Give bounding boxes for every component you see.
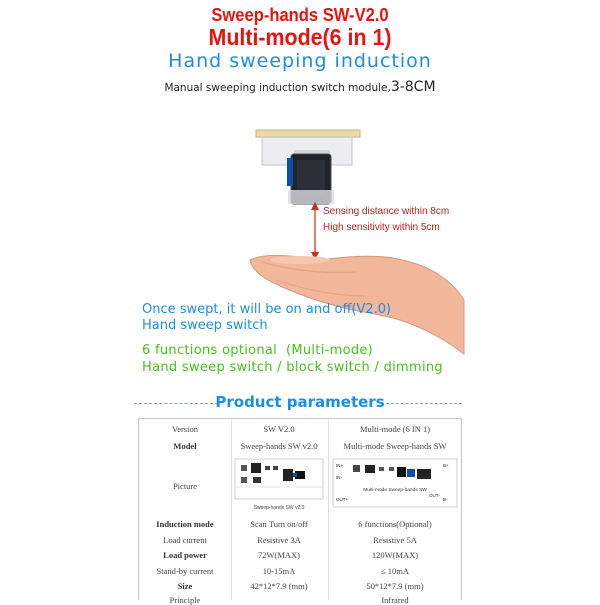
row-v2: ≤ 10mA — [380, 566, 410, 576]
row-label: Size — [177, 581, 193, 591]
row-label: Model — [173, 441, 197, 451]
subtitle: Hand sweeping induction — [168, 50, 432, 72]
row-v1: 72W(MAX) — [257, 550, 301, 560]
pin-in-minus: IN- — [336, 475, 342, 480]
spec-sensing-distance: Sensing distance within 8cm — [323, 206, 450, 217]
row-label: Version — [172, 424, 198, 434]
description-text: Manual sweeping induction switch module, — [164, 82, 391, 94]
row-label: Stand-by current — [156, 566, 214, 576]
row-v1: Sweep-hands SW v2.0 — [240, 441, 318, 451]
row-label: Principle — [169, 595, 201, 605]
row-label: Load current — [163, 535, 207, 545]
row-v2: 50*12*7.9 (mm) — [366, 581, 424, 591]
row-v1: Scan Turn on/off — [250, 519, 308, 529]
description-range: 3-8CM — [390, 79, 436, 95]
row-v1: 42*12*7.9 (mm) — [250, 581, 308, 591]
spec-high-sensitivity: High sensitivity within 5cm — [323, 222, 440, 233]
pin-out-minus: OUT- — [429, 493, 440, 498]
board1-label: Sweep-hands SW v2.0 — [253, 505, 305, 511]
feature-multi-line2: Hand sweep switch / block switch / dimming — [142, 360, 443, 375]
feature-multi-line1: 6 functions optional (Multi-mode) — [142, 343, 374, 358]
row-v1: 10-15mA — [262, 566, 296, 576]
board-multi-mode-image — [331, 457, 459, 515]
row-v2: Infrared — [381, 595, 409, 605]
board-sw-v2-image — [233, 457, 325, 515]
section-title: Product parameters — [215, 393, 385, 411]
row-v1: Resistive 3A — [257, 535, 301, 545]
pin-in-plus: IN+ — [336, 463, 344, 468]
row-label: Picture — [172, 481, 198, 491]
pin-b-minus: B- — [443, 497, 448, 502]
title-line1: Sweep-hands SW-V2.0 — [211, 5, 389, 25]
row-v2: Resistive 5A — [373, 535, 417, 545]
description — [0, 79, 600, 96]
pin-out-plus: OUT+ — [336, 497, 349, 502]
feature-v2-line2: Hand sweep switch — [142, 318, 268, 333]
row-v2: 120W(MAX) — [371, 550, 419, 560]
row-v1: SW V2.0 — [263, 424, 295, 434]
row-label: Load power — [163, 550, 207, 560]
row-label: Induction mode — [156, 519, 214, 529]
pin-b-plus: B+ — [443, 463, 449, 468]
table-row-picture — [139, 455, 461, 515]
row-v2: Multi-mode Sweep-hands SW — [343, 441, 447, 451]
row-v2: Multi-mode (6 IN 1) — [359, 424, 431, 434]
board2-label: Multi-mode Sweep-hands SW — [363, 488, 427, 493]
feature-v2-line1: Once swept, it will be on and off(V2.0) — [142, 302, 392, 317]
parameters-table — [138, 418, 462, 605]
row-v2: 6 functions(Optional) — [358, 519, 432, 529]
title-line2: Multi-mode(6 in 1) — [208, 24, 392, 50]
